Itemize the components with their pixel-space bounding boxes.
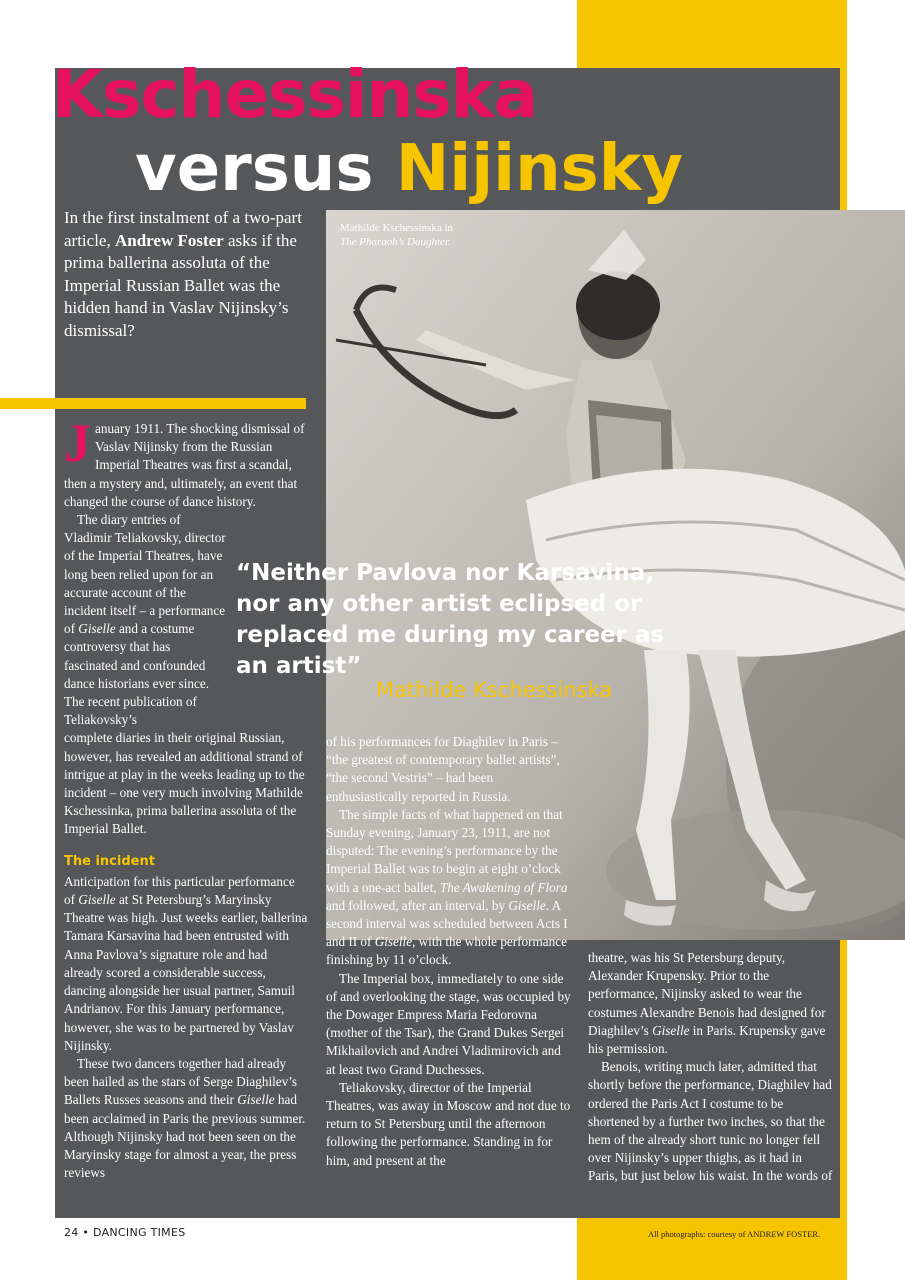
paragraph-2-text-b: and a costume controversy that has fascinated and confounded dance historians ever since. The recent publication of Teliakovsky’s (64, 621, 210, 728)
paragraph-4 (64, 1055, 308, 1182)
paragraph-3 (64, 873, 308, 1055)
col2-p2-em3: Giselle (374, 934, 413, 950)
col2-paragraph-4: Teliakovsky, director of the Imperial Theatres, was away in Moscow and not due to return to St Petersburg until the afternoon following the performance. Standing in for him, and present at the (326, 1079, 571, 1168)
col3-p1-em: Giselle (652, 1022, 690, 1038)
col3-paragraph-2: Benois, writing much later, admitted that shortly before the performance, Diaghilev had ordered the Paris Act I costume to be shortened by a further two inches, so that the hem of the already short tunic no longer fell over Nijinsky’s upper thighs, as it had in Paris, but just below his waist. In the words of (588, 1059, 833, 1184)
standfirst (64, 207, 309, 342)
article-column-3 (588, 949, 833, 1186)
photo-credit: All photographs: courtesy of ANDREW FOSTER. (648, 1229, 821, 1239)
page-footer (64, 1226, 186, 1239)
magazine-name: DANCING TIMES (93, 1226, 186, 1239)
drop-cap: J (64, 413, 91, 473)
caption-line-1: Mathilde Kschessinska in (340, 222, 454, 234)
photo-caption (340, 221, 500, 249)
col2-paragraph-1: of his performances for Diaghilev in Paris – “the greatest of contemporary ballet artists”, “the second Vestris” – had been enthusiastically reported in Russia. (326, 734, 560, 804)
paragraph-3-text-b: at St Petersburg’s Maryinsky Theatre was high. Just weeks earlier, ballerina Tamara Karsavina had been entrusted with Anna Pavlova’s signature role and had already scored a considerable success, dancing alongside her usual partner, Samuil Andrianov. For this January performance, however, she was to be partnered by Vaslav Nijinsky. (64, 892, 308, 1053)
col3-p1-text-a: theatre, was his St Petersburg deputy, Alexander Krupensky. Prior to the performance, Nijinsky asked to wear the costumes Alexandre Benois had designed for Diaghilev’s (588, 950, 826, 1038)
paragraph-1-text: anuary 1911. The shocking dismissal of Vaslav Nijinsky from the Russian Imperial Theatres was first a scandal, then a mystery and, ultimately, an event that changed the course of dance history. (64, 421, 305, 509)
col2-p2-em2: Giselle (508, 897, 546, 913)
col3-p1-text-b: in Paris. Krupensky gave his permission. (588, 1022, 826, 1057)
article-column-2 (326, 733, 571, 1170)
col2-paragraph-3: The Imperial box, immediately to one side of and overlooking the stage, was occupied by the Dowager Empress Maria Fedorovna (mother of the Tsar), the Grand Dukes Sergei Mikhailovich and Andrei Vladimirovich and at least two Grand Duchesses. (326, 970, 571, 1077)
headline-kschessinska: Kschessinska (52, 56, 538, 133)
headline-versus: versus (135, 132, 374, 206)
subhead-the-incident: The incident (64, 853, 155, 869)
col3-paragraph-1 (588, 949, 833, 1058)
col2-p2-text-a: The simple facts of what happened on that Sunday evening, January 23, 1911, are not disputed: The evening’s performance by the Imperial Ballet was to begin at eight o’clock with a one-act ballet, (326, 806, 563, 895)
standfirst-author: Andrew Foster (114, 230, 224, 250)
col2-paragraph-2 (326, 806, 571, 970)
headline-nijinsky: Nijinsky (395, 132, 684, 206)
paragraph-2-text-a: The diary entries of Vladimir Teliakovsky, director of the Imperial Theatres, have long been relied upon for an accurate account of the incident itself – a performance of (64, 512, 226, 637)
headline-versus-nijinsky (135, 132, 684, 206)
paragraph-2 (64, 511, 226, 729)
caption-line-2: The Pharaoh’s Daughter. (340, 236, 451, 248)
paragraph-3-text-a: Anticipation for this particular performance of (64, 873, 295, 908)
col2-p2-em: The Awakening of Flora (439, 879, 568, 895)
paragraph-4-em: Giselle (237, 1092, 275, 1108)
article-column-1 (64, 413, 308, 1182)
paragraph-1 (64, 413, 308, 511)
col2-p2-text-b: and followed, after an interval, by (326, 897, 509, 913)
yellow-rule (0, 398, 306, 409)
paragraph-2-em: Giselle (78, 621, 116, 637)
page-number: 24 (64, 1226, 79, 1239)
col2-p2-text-c: . A second interval was scheduled between Acts I and II of (326, 897, 568, 950)
standfirst-text-a: In the first instalment of a two-part article, (64, 208, 302, 250)
paragraph-4-text-b: had been acclaimed in Paris the previous summer. Although Nijinsky had not been seen on the Maryinsky stage for almost a year, the press reviews (64, 1092, 306, 1181)
standfirst-text-b: asks if the prima ballerina assoluta of the Imperial Russian Ballet was the hidden hand in Vaslav Nijinsky’s dismissal? (64, 230, 297, 340)
pull-quote: “Neither Pavlova nor Karsavina, nor any other artist eclipsed or replaced me during my career as an artist” (236, 560, 665, 679)
paragraph-2-continued: complete diaries in their original Russian, however, has revealed an additional strand of intrigue at play in the weeks leading up to the incident – one very much involving Mathilde Kschessinka, prima ballerina assoluta of the Imperial Ballet. (64, 730, 305, 837)
pull-quote-attribution: Mathilde Kschessinska (376, 678, 613, 702)
paragraph-3-em: Giselle (78, 892, 116, 908)
paragraph-4-text-a: These two dancers together had already been hailed as the stars of Serge Diaghilev’s Ballets Russes seasons and their (64, 1055, 298, 1108)
col2-p2-text-d: , with the whole performance finishing by 11 o’clock. (326, 934, 567, 968)
footer-bullet: • (82, 1226, 90, 1239)
